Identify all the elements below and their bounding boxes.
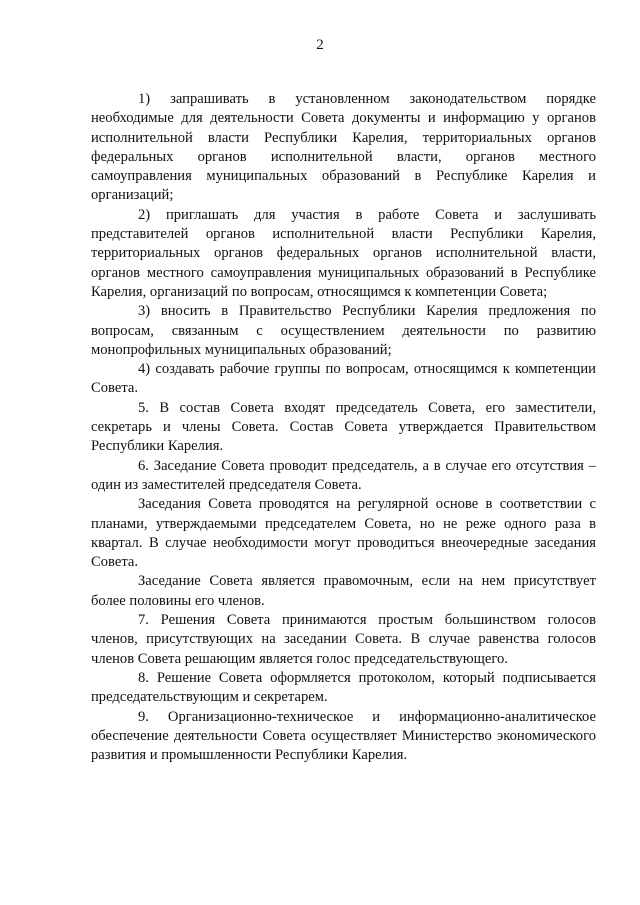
paragraph-meetings-schedule: Заседания Совета проводятся на регулярной основе в соответствии с планами, утверждаемыми председателем Совета, но не реже одного раза в квартал. В случае необходимости могут проводиться внеочередные заседания Совета.	[91, 496, 596, 571]
document-body	[91, 90, 596, 765]
paragraph-item-1: 1) запрашивать в установленном законодательством порядке необходимые для деятельности Совета документы и информацию у органов исполнительной власти Республики Карелия, территориальных органов федеральных органов исполнительной власти, органов местного самоуправления муниципальных образований в Республике Карелия и организаций;	[91, 91, 596, 204]
paragraph-item-3: 3) вносить в Правительство Республики Карелия предложения по вопросам, связанным с осуществлением деятельности по развитию монопрофильных муниципальных образований;	[91, 303, 596, 358]
paragraph-item-2: 2) приглашать для участия в работе Совета и заслушивать представителей органов исполнительной власти Республики Карелия, территориальных органов федеральных органов исполнительной власти, органов местного самоуправления муниципальных образований в Республике Карелия, организаций по вопросам, относящимся к компетенции Совета;	[91, 206, 596, 300]
paragraph-clause-7: 7. Решения Совета принимаются простым большинством голосов членов, присутствующих на заседании Совета. В случае равенства голосов членов Совета решающим является голос председательствующего.	[91, 612, 596, 667]
paragraph-clause-5: 5. В состав Совета входят председатель Совета, его заместители, секретарь и члены Совета. Состав Совета утверждается Правительством Республики Карелия.	[91, 399, 596, 455]
paragraph-quorum: Заседание Совета является правомочным, если на нем присутствует более половины его членов.	[91, 573, 596, 609]
paragraph-clause-9: 9. Организационно-техническое и информационно-аналитическое обеспечение деятельности Совета осуществляет Министерство экономического развития и промышленности Республики Карелия.	[91, 708, 596, 764]
paragraph-clause-8: 8. Решение Совета оформляется протоколом, который подписывается председательствующим и секретарем.	[91, 669, 596, 706]
page-number: 2	[316, 37, 324, 53]
paragraph-clause-6: 6. Заседание Совета проводит председатель, а в случае его отсутствия – один из заместителей председателя Совета.	[91, 457, 596, 493]
paragraph-item-4: 4) создавать рабочие группы по вопросам, относящимся к компетенции Совета.	[91, 361, 596, 397]
